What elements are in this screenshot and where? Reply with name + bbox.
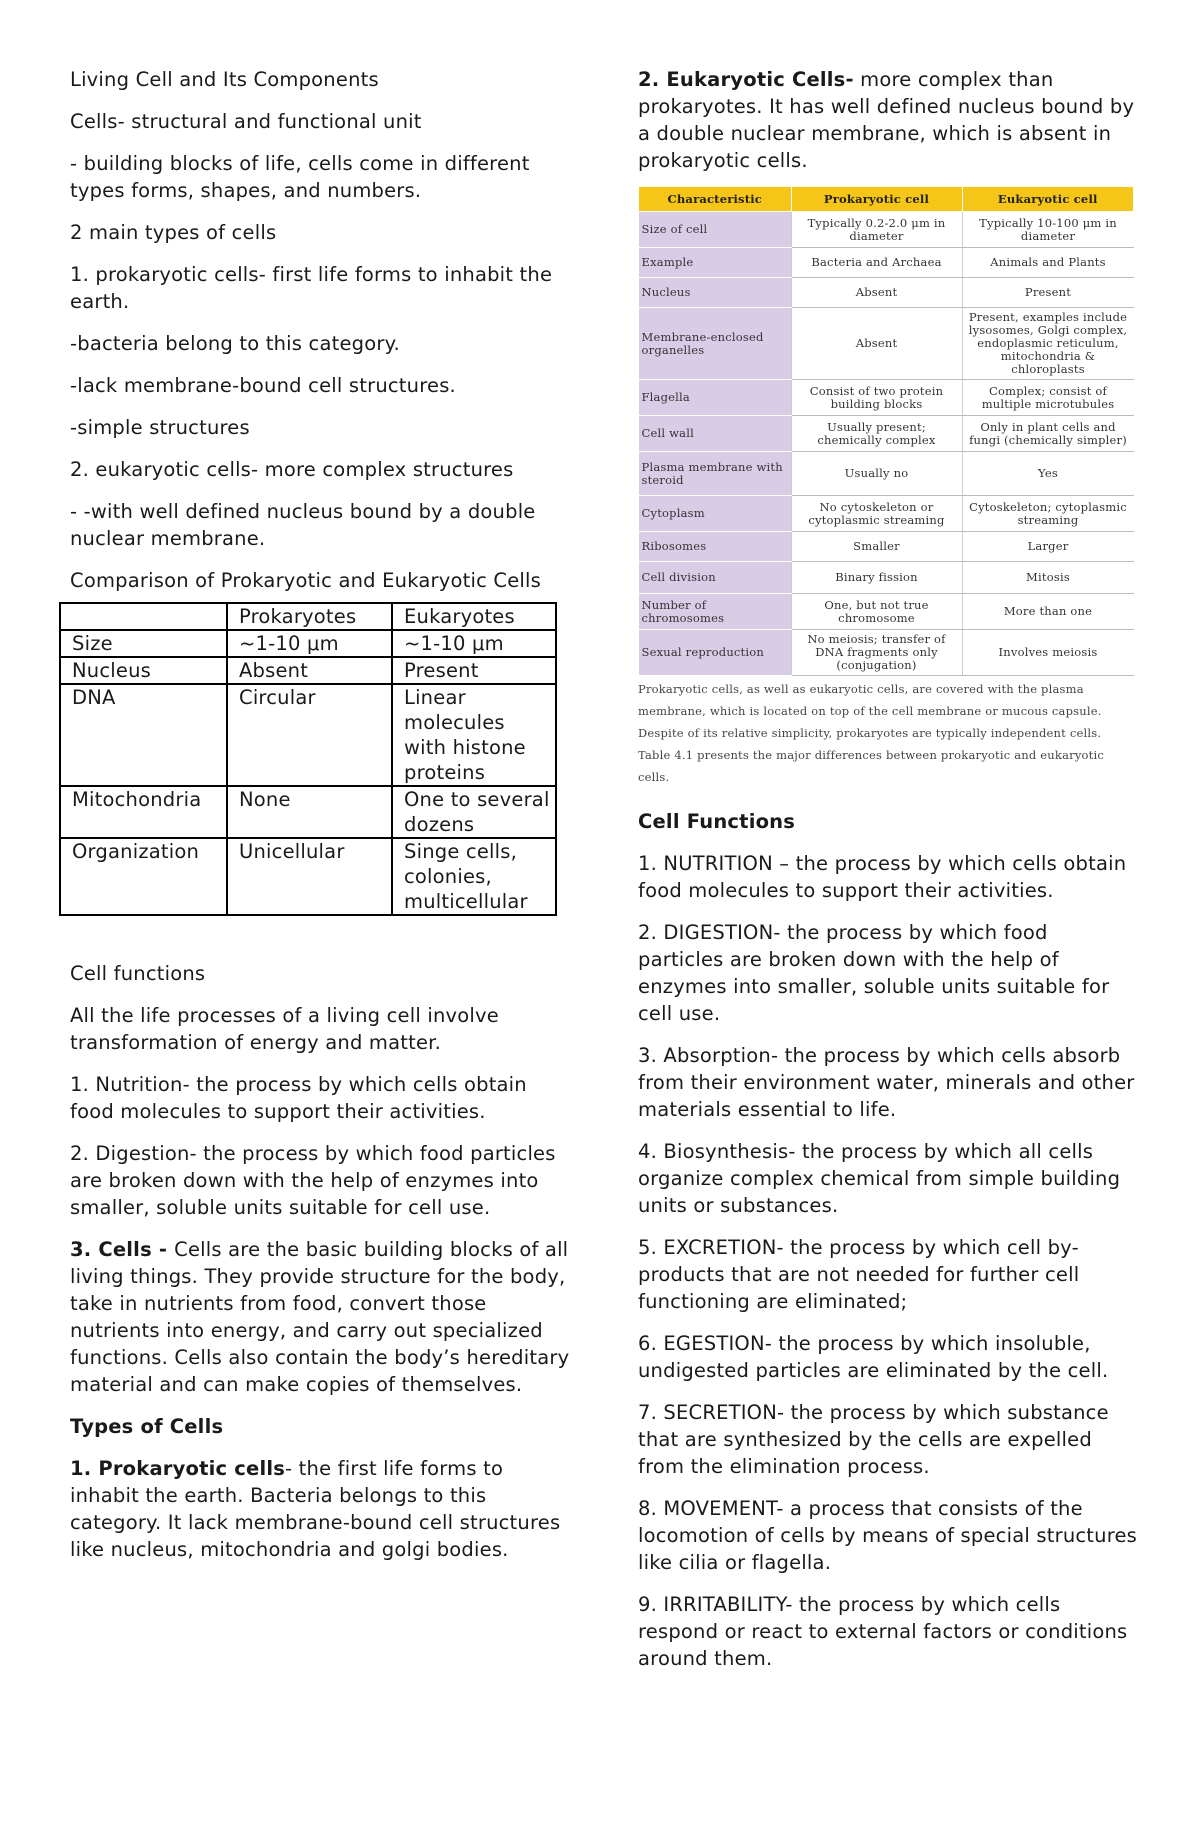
table-cell: Cell division	[639, 562, 792, 594]
table-cell: Nucleus	[60, 657, 227, 684]
table-cell: Present, examples include lysosomes, Golgi complex, endoplasmic reticulum, mitochondria & chloroplasts	[962, 308, 1134, 380]
right-column	[638, 66, 1138, 1687]
table-cell: Only in plant cells and fungi (chemically simpler)	[962, 416, 1134, 452]
table-cell: Absent	[791, 278, 962, 308]
table-row	[639, 278, 1134, 308]
comparison-table	[59, 602, 557, 916]
table-row	[60, 657, 556, 684]
prokaryotic-desc: - the first life forms to inhabit the earth. Bacteria belongs to this category. It lack membrane-bound cell structures like nucleus, mitochondria and golgi bodies.	[70, 1457, 561, 1561]
types-title-text: Types of Cells	[70, 1415, 224, 1438]
table-cell: Typically 0.2-2.0 μm in diameter	[791, 212, 962, 248]
function-item: 6. EGESTION- the process by which insoluble, undigested particles are eliminated by the cell.	[638, 1332, 1109, 1382]
table-cell: Sexual reproduction	[639, 630, 792, 676]
cells-paragraph	[70, 1236, 570, 1398]
table-cell: More than one	[962, 594, 1134, 630]
table-row	[639, 416, 1134, 452]
function-item: 5. EXCRETION- the process by which cell by-products that are not needed for further cell functioning are eliminated;	[638, 1236, 1080, 1313]
comparison-image-table	[638, 186, 1134, 788]
table-cell: One to several dozens	[392, 786, 556, 838]
table-cell: Larger	[962, 532, 1134, 562]
table-cell: Unicellular	[227, 838, 392, 915]
table-cell: ~1-10 μm	[227, 630, 392, 657]
table-cell: Size of cell	[639, 212, 792, 248]
cells-heading: 3. Cells -	[70, 1238, 175, 1261]
table-cell: Yes	[962, 452, 1134, 496]
lack-membrane-text: -lack membrane-bound cell structures.	[70, 374, 456, 397]
table-cell: Bacteria and Archaea	[791, 248, 962, 278]
table-cell: ~1-10 μm	[392, 630, 556, 657]
table-cell: Animals and Plants	[962, 248, 1134, 278]
prokaryotic-paragraph	[70, 1455, 570, 1563]
main-types-text: 2 main types of cells	[70, 221, 277, 244]
table-cell: Plasma membrane with steroid	[639, 452, 792, 496]
left-column	[70, 66, 570, 1578]
bacteria-text: -bacteria belong to this category.	[70, 332, 400, 355]
cell-definition: Cells- structural and functional unit	[70, 110, 422, 133]
table-row	[639, 532, 1134, 562]
table-cell	[60, 603, 227, 630]
table-cell: Prokaryotic cell	[791, 187, 962, 212]
table-cell: Ribosomes	[639, 532, 792, 562]
table-cell: Absent	[227, 657, 392, 684]
table-header-row	[639, 187, 1134, 212]
table-row	[639, 562, 1134, 594]
table-cell: No cytoskeleton or cytoplasmic streaming	[791, 496, 962, 532]
function-item: 9. IRRITABILITY- the process by which cells respond or react to external factors or conditions around them.	[638, 1593, 1128, 1670]
table-cell: Flagella	[639, 380, 792, 416]
nucleus-text: - -with well defined nucleus bound by a double nuclear membrane.	[70, 500, 536, 550]
simple-structures-text: -simple structures	[70, 416, 250, 439]
cell-functions-title-text: Cell Functions	[638, 810, 796, 833]
characteristic-table	[638, 186, 1134, 676]
eukaryotic-text: 2. eukaryotic cells- more complex structures	[70, 458, 514, 481]
table-caption: Prokaryotic cells, as well as eukaryotic cells, are covered with the plasma membrane, which is located on top of the cell membrane or mucous capsule. Despite of its relative simplicity, prokaryotes are typically independent cells. Table 4.1 presents the major differences between prokaryotic and eukaryotic cells.	[638, 682, 1104, 784]
prokaryotic-text: 1. prokaryotic cells- first life forms to inhabit the earth.	[70, 263, 553, 313]
table-cell: Organization	[60, 838, 227, 915]
table-cell: Complex; consist of multiple microtubules	[962, 380, 1134, 416]
table-cell: Eukaryotic cell	[962, 187, 1134, 212]
table-cell: Eukaryotes	[392, 603, 556, 630]
comparison-title: Comparison of Prokaryotic and Eukaryotic Cells	[70, 569, 541, 592]
cell-functions-title	[638, 808, 1138, 835]
table-cell: Size	[60, 630, 227, 657]
table-row	[639, 630, 1134, 676]
table-cell: Linear molecules with histone proteins	[392, 684, 556, 786]
table-cell: Usually present; chemically complex	[791, 416, 962, 452]
table-row	[639, 380, 1134, 416]
table-cell: One, but not true chromosome	[791, 594, 962, 630]
digestion-text: 2. Digestion- the process by which food particles are broken down with the help of enzymes into smaller, soluble units suitable for cell use.	[70, 1142, 556, 1219]
table-row	[639, 496, 1134, 532]
function-item: 2. DIGESTION- the process by which food particles are broken down with the help of enzymes into smaller, soluble units suitable for cell use.	[638, 921, 1110, 1025]
table-cell: No meiosis; transfer of DNA fragments only (conjugation)	[791, 630, 962, 676]
functions-title: Cell functions	[70, 962, 206, 985]
table-row	[60, 786, 556, 838]
table-row	[639, 594, 1134, 630]
table-cell: Mitochondria	[60, 786, 227, 838]
table-row	[639, 308, 1134, 380]
table-cell: Mitosis	[962, 562, 1134, 594]
eukaryotic-desc: more complex than prokaryotes. It has well defined nucleus bound by a double nuclear membrane, which is absent in prokaryotic cells.	[638, 68, 1135, 172]
table-header-row	[60, 603, 556, 630]
nutrition-text: 1. Nutrition- the process by which cells obtain food molecules to support their activities.	[70, 1073, 527, 1123]
table-row	[60, 630, 556, 657]
table-row	[639, 452, 1134, 496]
life-processes-text: All the life processes of a living cell involve transformation of energy and matter.	[70, 1004, 499, 1054]
table-cell: Number of chromosomes	[639, 594, 792, 630]
table-cell: Nucleus	[639, 278, 792, 308]
table-cell: Cell wall	[639, 416, 792, 452]
table-cell: DNA	[60, 684, 227, 786]
building-blocks-text: - building blocks of life, cells come in different types forms, shapes, and numbers.	[70, 152, 530, 202]
function-item: 7. SECRETION- the process by which substance that are synthesized by the cells are expelled from the elimination process.	[638, 1401, 1109, 1478]
table-cell: Usually no	[791, 452, 962, 496]
types-title	[70, 1413, 570, 1440]
table-cell: Involves meiosis	[962, 630, 1134, 676]
table-cell: None	[227, 786, 392, 838]
table-cell: Example	[639, 248, 792, 278]
table-row	[639, 212, 1134, 248]
eukaryotic-paragraph	[638, 66, 1138, 174]
function-item: 4. Biosynthesis- the process by which all cells organize complex chemical from simple building units or substances.	[638, 1140, 1121, 1217]
table-cell: Smaller	[791, 532, 962, 562]
table-cell: Characteristic	[639, 187, 792, 212]
doc-title: Living Cell and Its Components	[70, 68, 379, 91]
table-cell: Present	[962, 278, 1134, 308]
table-row	[60, 684, 556, 786]
function-item: 1. NUTRITION – the process by which cells obtain food molecules to support their activities.	[638, 852, 1127, 902]
table-cell: Prokaryotes	[227, 603, 392, 630]
eukaryotic-heading: 2. Eukaryotic Cells-	[638, 68, 854, 91]
table-cell: Cytoplasm	[639, 496, 792, 532]
function-item: 8. MOVEMENT- a process that consists of the locomotion of cells by means of special structures like cilia or flagella.	[638, 1497, 1138, 1574]
table-row	[639, 248, 1134, 278]
table-cell: Absent	[791, 308, 962, 380]
table-cell: Binary fission	[791, 562, 962, 594]
table-cell: Membrane-enclosed organelles	[639, 308, 792, 380]
table-cell: Circular	[227, 684, 392, 786]
table-cell: Consist of two protein building blocks	[791, 380, 962, 416]
table-cell: Singe cells, colonies, multicellular	[392, 838, 556, 915]
table-cell: Cytoskeleton; cytoplasmic streaming	[962, 496, 1134, 532]
prokaryotic-heading: 1. Prokaryotic cells	[70, 1457, 286, 1480]
table-cell: Typically 10-100 μm in diameter	[962, 212, 1134, 248]
function-item: 3. Absorption- the process by which cells absorb from their environment water, minerals and other materials essential to life.	[638, 1044, 1135, 1121]
table-row	[60, 838, 556, 915]
cells-text: Cells are the basic building blocks of all living things. They provide structure for the body, take in nutrients from food, convert those nutrients into energy, and carry out specialized functions. Cells also contain the body’s hereditary material and can make copies of themselves.	[70, 1238, 570, 1396]
table-cell: Present	[392, 657, 556, 684]
